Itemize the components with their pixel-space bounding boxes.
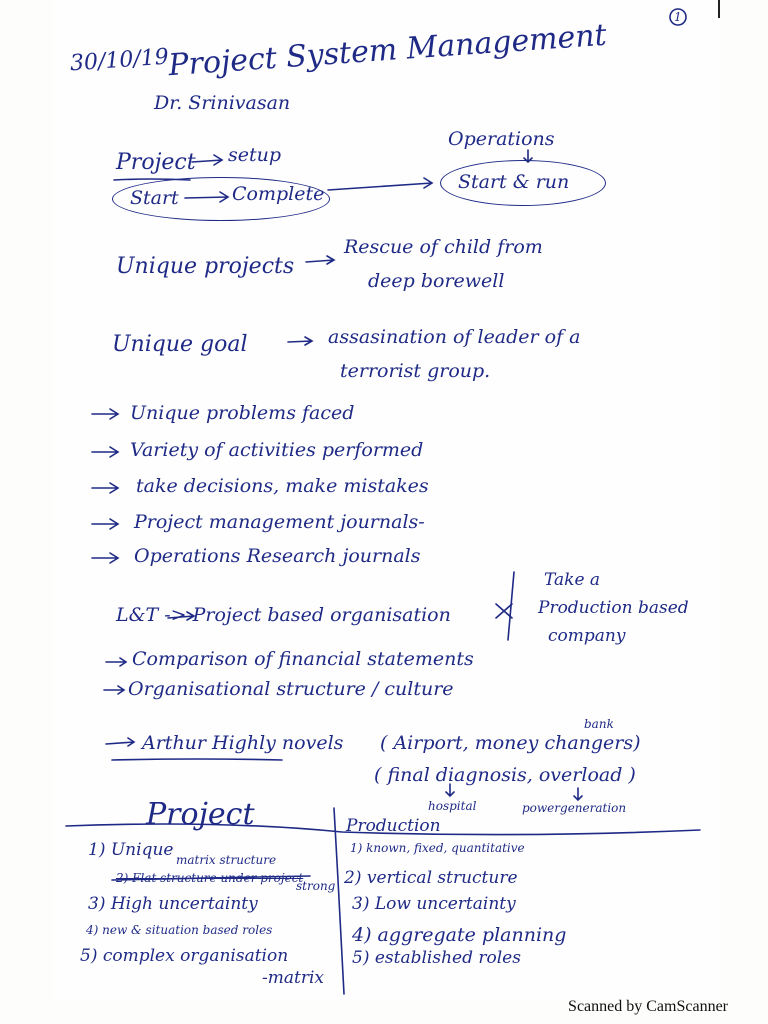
page-number: 1 xyxy=(674,10,682,24)
production-item-4: 4) aggregate planning xyxy=(352,924,567,946)
project-item-5: 5) complex organisation xyxy=(80,946,289,966)
production-item-3: 3) Low uncertainty xyxy=(352,894,516,914)
complete-label: Complete xyxy=(232,183,325,205)
bullet-arrow-2 xyxy=(92,447,118,457)
project-item-4: 4) new & situation based roles xyxy=(86,923,273,937)
unique-goal-example-1: assasination of leader of a xyxy=(328,326,581,348)
novels-list-2: ( final diagnosis, overload ) xyxy=(374,764,636,786)
lnt-side-note-2: Production based xyxy=(538,598,689,618)
arrow-to-operations xyxy=(328,178,432,190)
cross-mark xyxy=(496,604,512,618)
scanner-watermark: Scanned by CamScanner xyxy=(568,998,728,1015)
comparison-line: Comparison of financial statements xyxy=(132,648,474,670)
power-note: powergeneration xyxy=(522,801,627,815)
lnt-line: L&T -> Project based organisation xyxy=(116,604,451,626)
matrix-end-note: -matrix xyxy=(262,968,324,988)
arrow-arthur xyxy=(106,738,134,746)
production-item-2: 2) vertical structure xyxy=(344,868,518,888)
bullet-arrow-5 xyxy=(92,553,118,563)
arthur-hailey-line: Arthur Highly novels xyxy=(142,732,344,754)
unique-goal-label: Unique goal xyxy=(112,332,248,357)
arrow-project-setup xyxy=(192,155,222,165)
page-title: Project System Management xyxy=(167,17,608,84)
unique-projects-example-1: Rescue of child from xyxy=(344,236,543,258)
unique-projects-label: Unique projects xyxy=(116,254,295,279)
bullet-item-2: Variety of activities performed xyxy=(130,439,424,461)
bullet-item-4: Project management journals- xyxy=(134,511,425,533)
production-item-5: 5) established roles xyxy=(352,948,521,968)
hospital-note: hospital xyxy=(428,799,477,813)
start-label: Start xyxy=(130,187,179,209)
bullet-arrow-3 xyxy=(92,483,118,493)
novels-list-1: ( Airport, money changers) xyxy=(380,732,641,754)
arrow-power xyxy=(574,788,582,800)
operations-label: Operations xyxy=(448,128,555,150)
lnt-side-note-3: company xyxy=(548,626,626,646)
strong-note: strong xyxy=(296,879,336,893)
table-vertical-rule xyxy=(334,808,344,994)
note-date: 30/10/19 xyxy=(69,44,170,77)
organisational-line: Organisational structure / culture xyxy=(128,678,454,700)
lnt-side-note-1: Take a xyxy=(544,570,601,590)
production-item-1: 1) known, fixed, quantitative xyxy=(350,841,525,855)
project-item-2: 2) Flat structure under project xyxy=(116,871,304,885)
bullet-item-1: Unique problems faced xyxy=(130,402,355,424)
start-run-label: Start & run xyxy=(458,171,570,193)
project-item-1: 1) Unique xyxy=(88,840,174,860)
arrow-unique-goal xyxy=(288,337,312,345)
bullet-arrow-1 xyxy=(92,409,118,419)
underline-arthur xyxy=(112,759,282,760)
bank-note: bank xyxy=(584,717,614,731)
project-item-3: 3) High uncertainty xyxy=(88,894,258,914)
production-column-header: Production xyxy=(346,816,441,836)
unique-projects-example-2: deep borewell xyxy=(368,270,505,292)
project-column-header: Project xyxy=(146,797,255,832)
unique-goal-example-2: terrorist group. xyxy=(340,360,491,382)
matrix-structure-note: matrix structure xyxy=(176,853,277,867)
author-name: Dr. Srinivasan xyxy=(154,92,291,114)
bullet-item-5: Operations Research journals xyxy=(134,545,421,567)
arrow-unique-projects xyxy=(306,256,334,264)
project-label: Project xyxy=(116,150,196,175)
bullet-arrow-7 xyxy=(104,686,124,694)
bullet-arrow-6 xyxy=(106,658,126,666)
bullet-arrow-4 xyxy=(92,519,118,529)
bullet-item-3: take decisions, make mistakes xyxy=(136,475,429,497)
setup-label: setup xyxy=(228,144,282,166)
